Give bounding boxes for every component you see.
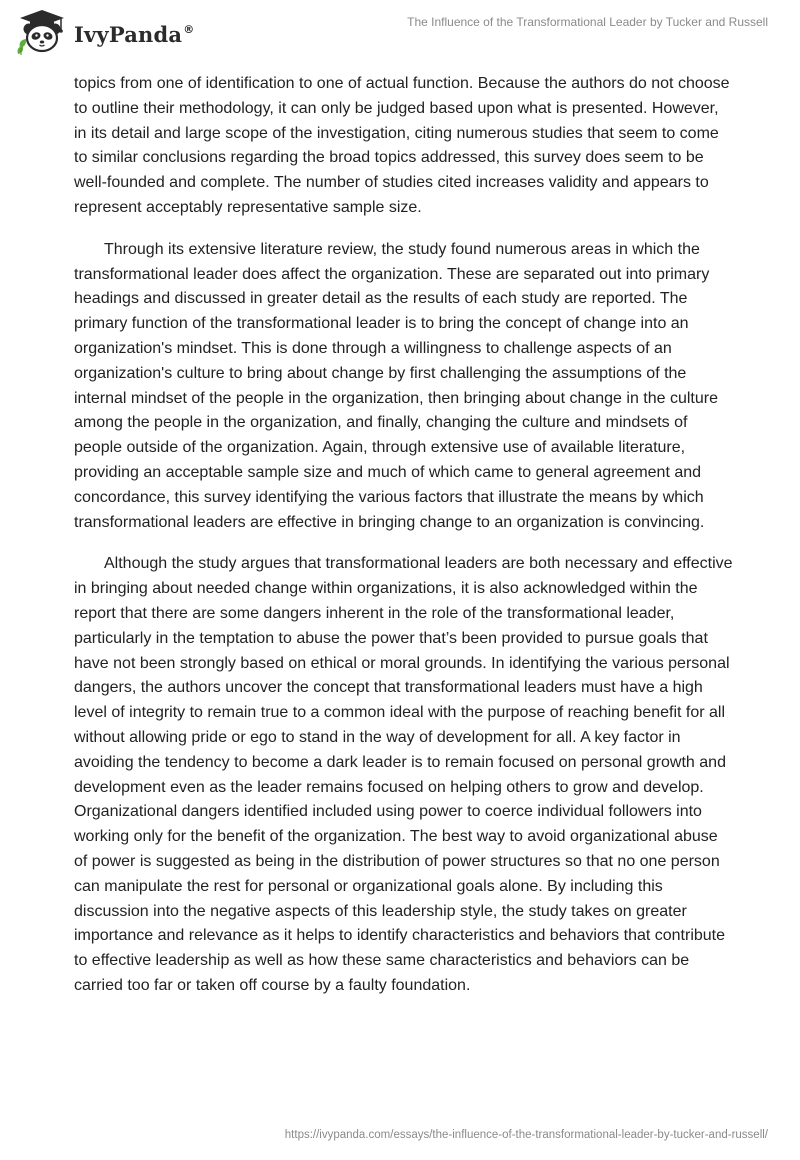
essay-body	[74, 72, 734, 1016]
paragraph: Although the study argues that transformational leaders are both necessary and effective in bringing about needed change within organizations, it is also acknowledged within the report that there are some dangers inherent in the role of the transformational leader, particularly in the temptation to abuse the power that’s been provided to pursue goals that have not been strongly based on ethical or moral grounds. In identifying the various personal dangers, the authors uncover the concept that transformational leaders must have a high level of integrity to remain true to a common ideal with the purpose of reaching benefit for all without allowing pride or ego to stand in the way of development for all. A key factor in avoiding the tendency to become a dark leader is to remain focused on personal growth and development even as the leader remains focused on helping others to grow and develop. Organizational dangers identified included using power to coerce individual followers into working only for the benefit of the organization. The best way to avoid organizational abuse of power is suggested as being in the distribution of power structures so that no one person can manipulate the rest for personal or organizational goals alone. By including this discussion into the negative aspects of this leadership style, the study takes on greater importance and relevance as it helps to identify characteristics and behaviors that contribute to effective leadership as well as how these same characteristics and behaviors can be carried too far or taken off course by a faulty foundation.	[74, 555, 733, 994]
registered-mark: ®	[183, 22, 195, 36]
ivypanda-logo[interactable]	[14, 8, 194, 56]
paragraph: Through its extensive literature review, the study found numerous areas in which the transformational leader does affect the organization. These are separated out into primary headings and discussed in greater detail as the results of each study are reported. The primary function of the transformational leader is to bring the concept of change into an organization's mindset. This is done through a willingness to challenge aspects of an organization's culture to bring about change by first challenging the assumptions of the internal mindset of the people in the organization, then bringing about change in the culture among the people in the organization, and finally, changing the culture and mindsets of people outside of the organization. Again, through extensive use of available literature, providing an acceptable sample size and much of which came to general agreement and concordance, this survey identifying the various factors that illustrate the means by which transformational leaders are effective in bringing change to an organization is convincing.	[74, 240, 718, 531]
brand-name-text: IvyPanda	[74, 21, 183, 47]
paragraph: topics from one of identification to one of actual function. Because the authors do not choose to outline their methodology, it can only be judged based upon what is presented. However, in its detail and large scope of the investigation, citing numerous studies that seem to come to similar conclusions regarding the broad topics addressed, this survey does seem to be well-founded and complete. The number of studies cited increases validity and appears to represent acceptably representative sample size.	[74, 75, 730, 216]
document-title: The Influence of the Transformational Leader by Tucker and Russell	[407, 15, 768, 29]
panda-graduate-icon	[14, 8, 70, 56]
brand-name	[74, 22, 194, 47]
source-url[interactable]: https://ivypanda.com/essays/the-influence-of-the-transformational-leader-by-tucker-and-russell/	[284, 1129, 768, 1141]
page-header	[0, 0, 800, 64]
